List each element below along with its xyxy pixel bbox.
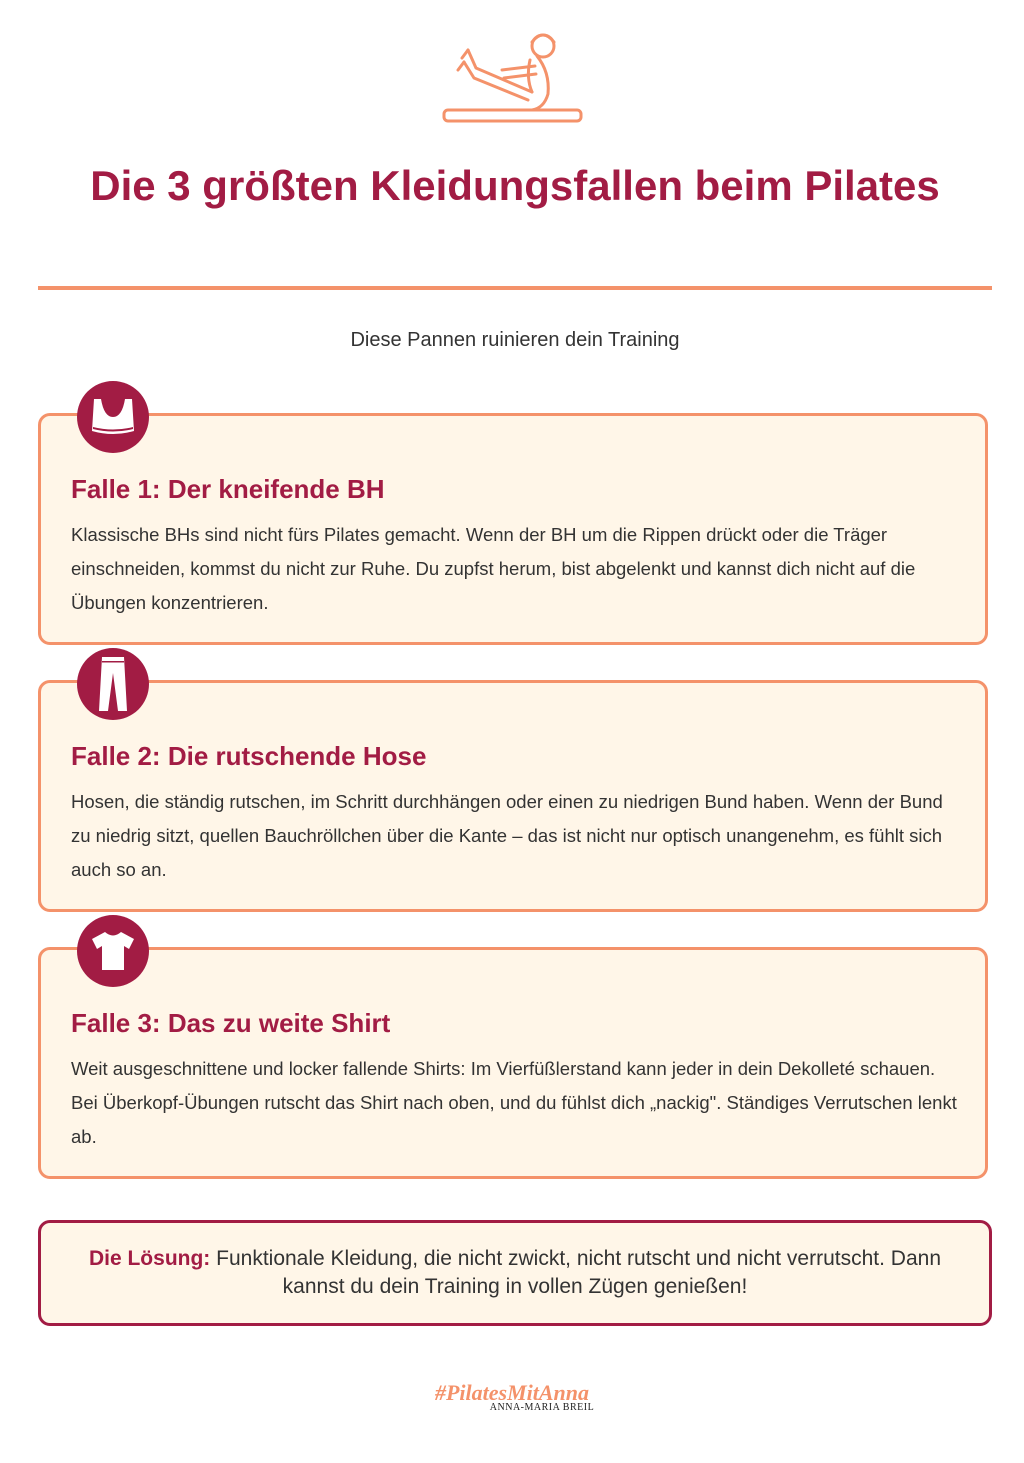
brand-name: ANNA-MARIA BREIL xyxy=(489,1402,595,1413)
t-shirt-icon xyxy=(90,930,136,972)
card-text: Hosen, die ständig rutschen, im Schritt durchhängen oder einen zu niedrigen Bund haben. Wenn der Bund zu niedrig sitzt, quellen Bauchröllchen über die Kante – das ist nicht nur optisch unangenehm, es fühlt sich auch so an. xyxy=(71,791,943,880)
solution-body: Funktionale Kleidung, die nicht zwickt, nicht rutscht und nicht verrutscht. Dann kannst du dein Training in vollen Zügen genießen! xyxy=(210,1247,942,1298)
pilates-pose-icon xyxy=(440,22,585,126)
page-subtitle: Diese Pannen ruinieren dein Training xyxy=(350,329,680,351)
title-divider xyxy=(38,286,992,290)
leggings-icon xyxy=(96,655,130,713)
page-title: Die 3 größten Kleidungsfallen beim Pilates xyxy=(90,162,940,209)
brand-logo xyxy=(400,1380,624,1430)
trap-card-1 xyxy=(38,413,988,645)
card-badge xyxy=(77,381,149,453)
card-title: Falle 3: Das zu weite Shirt xyxy=(71,1008,391,1038)
solution-box xyxy=(38,1220,992,1326)
trap-card-3 xyxy=(38,947,988,1179)
card-text: Klassische BHs sind nicht fürs Pilates gemacht. Wenn der BH um die Rippen drückt oder die Träger einschneiden, kommst du nicht zur Ruhe. Du zupfst herum, bist abgelenkt und kannst dich nicht auf die Übungen konzentrieren. xyxy=(71,524,916,613)
card-title: Falle 1: Der kneifende BH xyxy=(71,474,385,504)
sports-bra-icon xyxy=(90,397,136,437)
card-title: Falle 2: Die rutschende Hose xyxy=(71,741,427,771)
card-text: Weit ausgeschnittene und locker fallende Shirts: Im Vierfüßlerstand kann jeder in dein Dekolleté schauen. Bei Überkopf-Übungen rutscht das Shirt nach oben, und du fühlst dich „nackig". Ständiges Verrutschen lenkt ab. xyxy=(71,1058,957,1147)
trap-card-2 xyxy=(38,680,988,912)
solution-label: Die Lösung: xyxy=(88,1247,211,1270)
card-badge xyxy=(77,648,149,720)
solution-text xyxy=(65,1245,965,1301)
brand-hashtag: #PilatesMitAnna xyxy=(434,1380,590,1405)
card-badge xyxy=(77,915,149,987)
